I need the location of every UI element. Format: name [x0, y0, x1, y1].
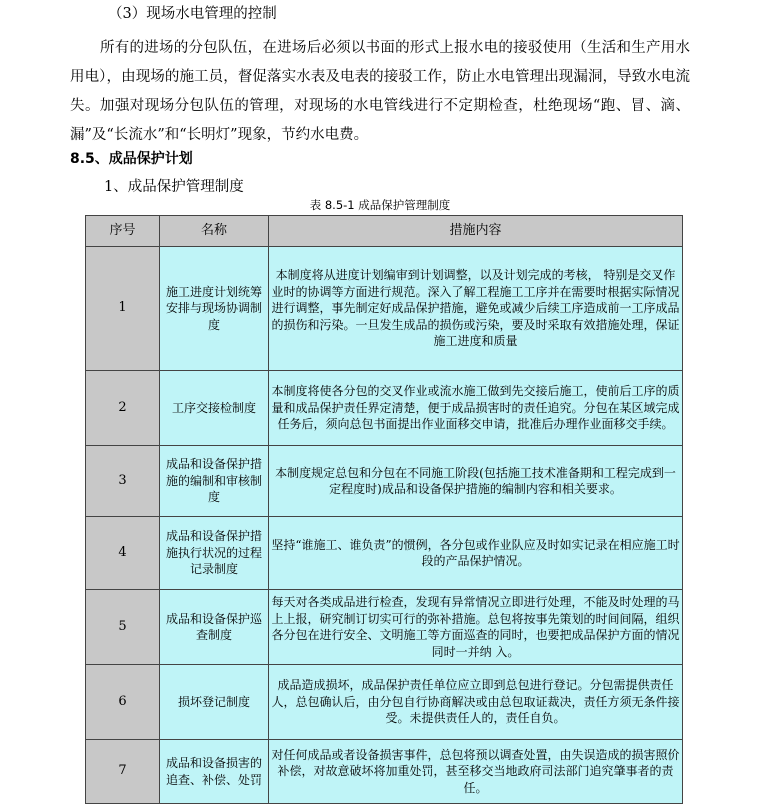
subsection-heading-water-electric: （3）现场水电管理的控制 [108, 6, 277, 22]
row-content: 本制度将从进度计划编审到计划调整，以及计划完成的考核， 特别是交叉作业时的协调等方面进行规范。深入了解工程施工工序并在需要时根据实际情况进行调整，事先制定好成品保护措施，避免或减少后续工序造成前一工序成品的损伤和污染。一旦发生成品的损伤或污染，要及时采取有效措施处理，保证施工进度和质量 [269, 247, 683, 371]
table-row [86, 446, 683, 517]
row-content: 本制度将使各分包的交叉作业或流水施工做到先交接后施工，使前后工序的质量和成品保护责任界定清楚，便于成品损害时的责任追究。分包在某区域完成任务后，须向总包书面提出作业面移交申请，批准后办理作业面移交手续。 [269, 371, 683, 446]
row-content: 对任何成品或者设备损害事件，总包将预以调查处置，由失误造成的损害照价补偿，对故意破坏将加重处罚，甚至移交当地政府司法部门追究肇事者的责任。 [269, 740, 683, 804]
row-no: 3 [86, 446, 160, 517]
row-no: 7 [86, 740, 160, 804]
protection-table [85, 215, 683, 804]
row-name: 工序交接检制度 [160, 371, 269, 446]
table-header-row [86, 216, 683, 247]
row-content: 本制度规定总包和分包在不同施工阶段(包括施工技术准备期和工程完成到一定程度时)成品和设备保护措施的编制内容和相关要求。 [269, 446, 683, 517]
section-title: 8.5、成品保护计划 [70, 151, 193, 167]
row-name: 施工进度计划统筹安排与现场协调制度 [160, 247, 269, 371]
header-no: 序号 [86, 216, 160, 247]
row-no: 5 [86, 590, 160, 665]
row-name: 成品和设备保护巡查制度 [160, 590, 269, 665]
row-name: 成品和设备损害的追查、补偿、处罚 [160, 740, 269, 804]
row-no: 1 [86, 247, 160, 371]
table-row [86, 371, 683, 446]
table-row [86, 665, 683, 740]
row-no: 6 [86, 665, 160, 740]
table-row [86, 517, 683, 590]
row-no: 2 [86, 371, 160, 446]
row-no: 4 [86, 517, 160, 590]
row-name: 损坏登记制度 [160, 665, 269, 740]
table-row [86, 740, 683, 804]
row-content: 每天对各类成品进行检查，发现有异常情况立即进行处理，不能及时处理的马上上报，研究制订切实可行的弥补措施。总包将按事先策划的时间间隔，组织各分包在进行安全、文明施工等方面巡查的同时，也要把成品保护方面的情况同时一并纳 入。 [269, 590, 683, 665]
row-name: 成品和设备保护措施的编制和审核制度 [160, 446, 269, 517]
row-name: 成品和设备保护措施执行状况的过程记录制度 [160, 517, 269, 590]
row-content: 成品造成损坏，成品保护责任单位应立即到总包进行登记。分包需提供责任人，总包确认后，由分包自行协商解决或由总包取证裁决，责任方须无条件接受。未提供责任人的，责任自负。 [269, 665, 683, 740]
header-name: 名称 [160, 216, 269, 247]
body-paragraph: 所有的进场的分包队伍，在进场后必须以书面的形式上报水电的接驳使用（生活和生产用水用电），由现场的施工员，督促落实水表及电表的接驳工作，防止水电管理出现漏洞，导致水电流失。加强对现场分包队伍的管理，对现场的水电管线进行不定期检查，杜绝现场“跑、冒、滴、漏”及“长流水”和“长明灯”现象，节约水电费。 [70, 40, 690, 143]
table-caption: 表 8.5-1 成品保护管理制度 [309, 198, 451, 212]
subsection-title: 1、成品保护管理制度 [104, 179, 244, 195]
table-row [86, 590, 683, 665]
header-content: 措施内容 [269, 216, 683, 247]
table-row [86, 247, 683, 371]
row-content: 坚持“谁施工、谁负责”的惯例，各分包或作业队应及时如实记录在相应施工时段的产品保护情况。 [269, 517, 683, 590]
